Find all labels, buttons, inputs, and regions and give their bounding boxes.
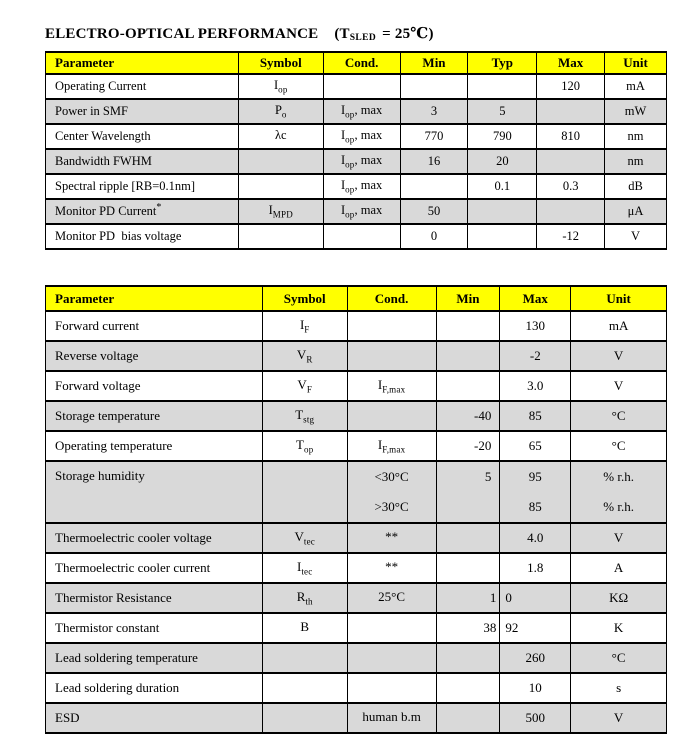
cell-max: 0.3 xyxy=(537,174,605,199)
cell-unit: s xyxy=(571,673,667,703)
cell-cond xyxy=(347,311,436,341)
table-row xyxy=(46,124,667,149)
page-title xyxy=(45,24,667,43)
cell-max: 85 xyxy=(500,401,571,431)
electro-optical-performance-table xyxy=(45,51,667,250)
table-row xyxy=(46,523,667,553)
column-header-min: Min xyxy=(400,52,468,74)
cell-param: Bandwidth FWHM xyxy=(46,149,239,174)
cell-max: 92 xyxy=(500,613,571,643)
cell-typ: 0.1 xyxy=(468,174,537,199)
column-header-parameter: Parameter xyxy=(46,52,239,74)
cell-symbol xyxy=(238,224,323,249)
cell-symbol: B xyxy=(262,613,347,643)
column-header-symbol: Symbol xyxy=(238,52,323,74)
cell-unit: K xyxy=(571,613,667,643)
cell-param: Thermoelectric cooler voltage xyxy=(46,523,263,553)
table-row xyxy=(46,553,667,583)
cell-cond: ** xyxy=(347,553,436,583)
column-header-symbol: Symbol xyxy=(262,286,347,311)
cell-param: Storage temperature xyxy=(46,401,263,431)
title-subscript: SLED xyxy=(349,33,377,43)
cell-min: -20 xyxy=(436,431,500,461)
cell-min xyxy=(400,74,468,99)
cell-typ xyxy=(468,224,537,249)
cell-unit: °C xyxy=(571,401,667,431)
table-row xyxy=(46,431,667,461)
footnote-marker: * xyxy=(156,202,162,214)
cell-min: 3 xyxy=(400,99,468,124)
cell-unit: V xyxy=(571,523,667,553)
cell-param: Thermistor constant xyxy=(46,613,263,643)
cell-symbol: $T_{op}$ xyxy=(262,431,347,461)
column-header-max: Max xyxy=(537,52,605,74)
table-row xyxy=(46,224,667,249)
cell-typ: 790 xyxy=(468,124,537,149)
cell-symbol: $R_{th}$ xyxy=(262,583,347,613)
cell-typ xyxy=(468,74,537,99)
maximum-ratings-table xyxy=(45,285,667,734)
cell-cond: <30°C >30°C xyxy=(347,461,436,523)
cell-symbol xyxy=(262,643,347,673)
table-row xyxy=(46,311,667,341)
cell-max: -12 xyxy=(537,224,605,249)
cell-symbol: $I_{tec}$ xyxy=(262,553,347,583)
cell-max: 120 xyxy=(537,74,605,99)
cell-max xyxy=(537,199,605,224)
table-row xyxy=(46,341,667,371)
cell-max: 0 xyxy=(500,583,571,613)
cell-param: ESD xyxy=(46,703,263,733)
cell-max: -2 xyxy=(500,341,571,371)
table-row xyxy=(46,613,667,643)
cell-unit: °C xyxy=(571,431,667,461)
cell-max: 810 xyxy=(537,124,605,149)
cell-unit: A xyxy=(571,553,667,583)
cell-cond: human b.m xyxy=(347,703,436,733)
cell-symbol: $V_F$ xyxy=(262,371,347,401)
cell-cond xyxy=(347,341,436,371)
cell-max: 95 85 xyxy=(500,461,571,523)
cell-symbol: $I_{MPD}$ xyxy=(238,199,323,224)
cell-cond: ** xyxy=(347,523,436,553)
table-row-storage-humidity xyxy=(46,461,667,523)
cell-max: 65 xyxy=(500,431,571,461)
cell-typ: 5 xyxy=(468,99,537,124)
cell-param: Forward current xyxy=(46,311,263,341)
table-row xyxy=(46,673,667,703)
cell-min: -40 xyxy=(436,401,500,431)
cell-cond xyxy=(323,74,400,99)
cell-min: 0 xyxy=(400,224,468,249)
cell-min xyxy=(436,643,500,673)
column-header-parameter: Parameter xyxy=(46,286,263,311)
cell-symbol: $T_{stg}$ xyxy=(262,401,347,431)
cell-min xyxy=(400,174,468,199)
cell-param: Thermistor Resistance xyxy=(46,583,263,613)
cell-symbol xyxy=(238,174,323,199)
cell-symbol xyxy=(238,149,323,174)
cell-cond xyxy=(347,613,436,643)
cell-min: 1 xyxy=(436,583,500,613)
cell-min: 770 xyxy=(400,124,468,149)
cell-param: Thermoelectric cooler current xyxy=(46,553,263,583)
cell-unit: V xyxy=(605,224,667,249)
cell-max xyxy=(537,149,605,174)
cell-param: Monitor PD bias voltage xyxy=(46,224,239,249)
cell-param: Lead soldering duration xyxy=(46,673,263,703)
cell-cond xyxy=(347,401,436,431)
table-row xyxy=(46,583,667,613)
cell-typ: 20 xyxy=(468,149,537,174)
cell-min: 38 xyxy=(436,613,500,643)
cell-param: Reverse voltage xyxy=(46,341,263,371)
cell-unit: % r.h. % r.h. xyxy=(571,461,667,523)
cell-unit: °C xyxy=(571,643,667,673)
cell-unit: nm xyxy=(605,149,667,174)
column-header-typ: Typ xyxy=(468,52,537,74)
cell-symbol: $V_R$ xyxy=(262,341,347,371)
table-row xyxy=(46,99,667,124)
cell-unit: μA xyxy=(605,199,667,224)
cell-max: 4.0 xyxy=(500,523,571,553)
cell-param: Center Wavelength xyxy=(46,124,239,149)
cell-param: Spectral ripple [RB=0.1nm] xyxy=(46,174,239,199)
cell-min: 50 xyxy=(400,199,468,224)
cell-symbol xyxy=(262,703,347,733)
cell-cond: $I_{op}$, max xyxy=(323,174,400,199)
cell-max: 1.8 xyxy=(500,553,571,583)
cell-symbol xyxy=(262,673,347,703)
cell-max: 500 xyxy=(500,703,571,733)
cell-symbol: $I_F$ xyxy=(262,311,347,341)
column-header-max: Max xyxy=(500,286,571,311)
table-row xyxy=(46,371,667,401)
cell-unit: mA xyxy=(605,74,667,99)
cell-typ xyxy=(468,199,537,224)
cell-symbol: $V_{tec}$ xyxy=(262,523,347,553)
cell-param: Operating Current xyxy=(46,74,239,99)
cell-cond: $I_{op}$, max xyxy=(323,124,400,149)
cell-min xyxy=(436,673,500,703)
cell-unit: dB xyxy=(605,174,667,199)
cell-cond xyxy=(347,673,436,703)
cell-min xyxy=(436,523,500,553)
table-row xyxy=(46,149,667,174)
cell-cond: $I_{F,max}$ xyxy=(347,371,436,401)
cell-min xyxy=(436,371,500,401)
cell-min: 16 xyxy=(400,149,468,174)
cell-unit: KΩ xyxy=(571,583,667,613)
cell-min xyxy=(436,553,500,583)
cell-param: Storage humidity xyxy=(46,461,263,523)
cell-cond: $I_{op}$, max xyxy=(323,199,400,224)
column-header-cond: Cond. xyxy=(323,52,400,74)
cell-cond: 25°C xyxy=(347,583,436,613)
cell-min xyxy=(436,341,500,371)
table-row xyxy=(46,643,667,673)
cell-symbol xyxy=(262,461,347,523)
cell-max xyxy=(537,99,605,124)
cell-max: 130 xyxy=(500,311,571,341)
column-header-min: Min xyxy=(436,286,500,311)
title-condition: (TSLED = 25℃) xyxy=(334,26,434,43)
table-row xyxy=(46,74,667,99)
cell-min xyxy=(436,703,500,733)
header-row xyxy=(46,286,667,311)
cell-unit: V xyxy=(571,371,667,401)
cell-param: Operating temperature xyxy=(46,431,263,461)
column-header-cond: Cond. xyxy=(347,286,436,311)
cell-unit: V xyxy=(571,341,667,371)
table-row xyxy=(46,401,667,431)
table-row xyxy=(46,703,667,733)
cell-unit: mA xyxy=(571,311,667,341)
cell-symbol: λc xyxy=(238,124,323,149)
cell-cond: $I_{F,max}$ xyxy=(347,431,436,461)
cell-cond xyxy=(347,643,436,673)
cell-param: Monitor PD Current* xyxy=(46,199,239,224)
cell-min xyxy=(436,311,500,341)
cell-min: 5 xyxy=(436,461,500,523)
cell-max: 3.0 xyxy=(500,371,571,401)
cell-unit: mW xyxy=(605,99,667,124)
cell-param: Power in SMF xyxy=(46,99,239,124)
column-header-unit: Unit xyxy=(605,52,667,74)
title-main: ELECTRO-OPTICAL PERFORMANCE xyxy=(45,26,319,42)
cell-max: 260 xyxy=(500,643,571,673)
cell-cond: $I_{op}$, max xyxy=(323,99,400,124)
cell-cond xyxy=(323,224,400,249)
header-row xyxy=(46,52,667,74)
cell-unit: V xyxy=(571,703,667,733)
cell-symbol: $I_{op}$ xyxy=(238,74,323,99)
cell-symbol: $P_o$ xyxy=(238,99,323,124)
cell-cond: $I_{op}$, max xyxy=(323,149,400,174)
table-row xyxy=(46,199,667,224)
cell-param: Lead soldering temperature xyxy=(46,643,263,673)
cell-param: Forward voltage xyxy=(46,371,263,401)
cell-max: 10 xyxy=(500,673,571,703)
column-header-unit: Unit xyxy=(571,286,667,311)
cell-unit: nm xyxy=(605,124,667,149)
table-row xyxy=(46,174,667,199)
